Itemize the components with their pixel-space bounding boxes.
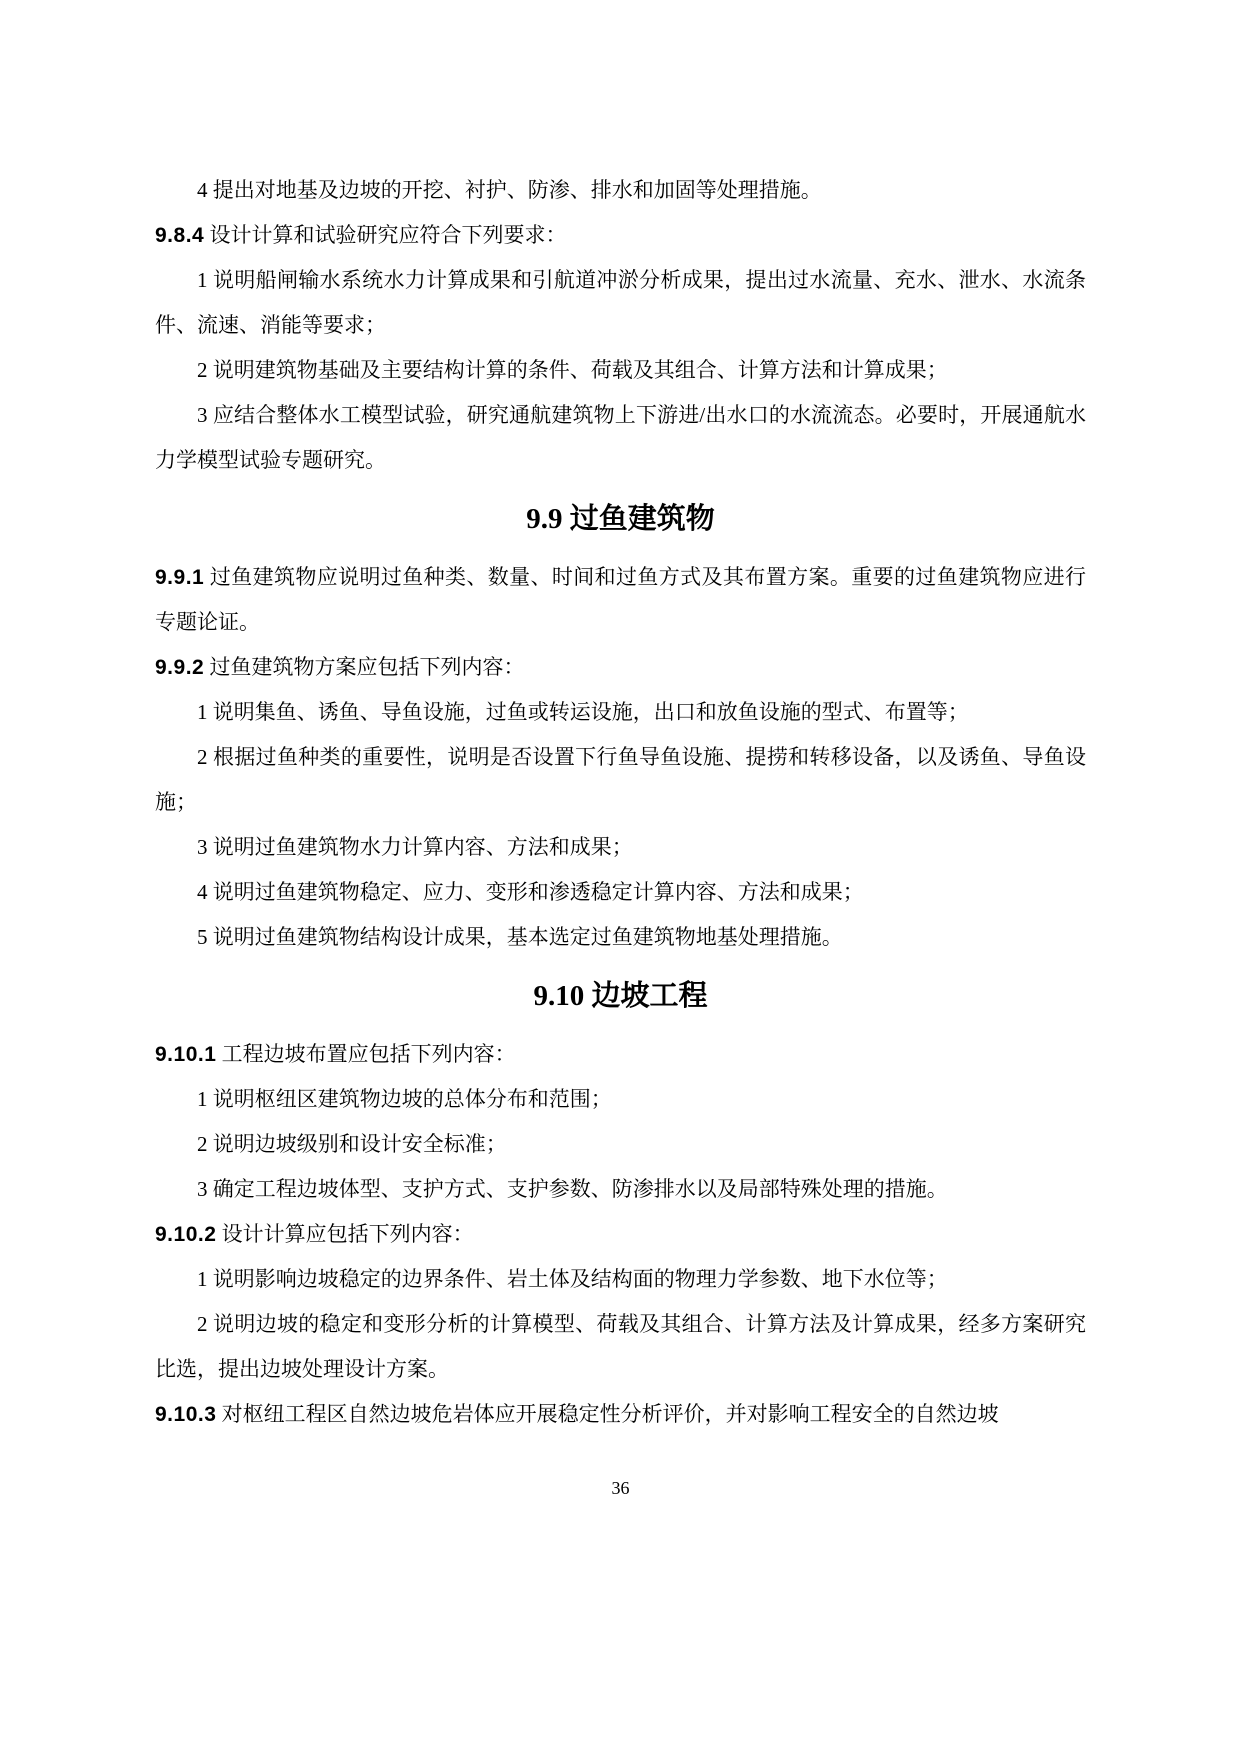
numbered-item: 1 说明集鱼、诱鱼、导鱼设施，过鱼或转运设施，出口和放鱼设施的型式、布置等； <box>197 700 969 724</box>
numbered-item: 3 确定工程边坡体型、支护方式、支护参数、防渗排水以及局部特殊处理的措施。 <box>197 1177 948 1201</box>
numbered-item: 3 说明过鱼建筑物水力计算内容、方法和成果； <box>197 835 633 859</box>
clause-paragraph: 9.9.2 过鱼建筑物方案应包括下列内容： <box>155 655 525 679</box>
section-heading: 9.10 边坡工程 <box>533 980 708 1012</box>
numbered-item: 2 说明边坡级别和设计安全标准； <box>197 1132 507 1156</box>
page-footer <box>0 1476 1241 1500</box>
numbered-item: 1 说明船闸输水系统水力计算成果和引航道冲淤分析成果，提出过水流量、充水、泄水、水流条件、流速、消能等要求； <box>155 268 1086 337</box>
document-content <box>155 168 1086 1437</box>
numbered-item: 2 根据过鱼种类的重要性，说明是否设置下行鱼导鱼设施、提捞和转移设备，以及诱鱼、导鱼设施； <box>155 745 1086 814</box>
clause-paragraph: 9.10.1 工程边坡布置应包括下列内容： <box>155 1042 516 1066</box>
clause-paragraph: 9.8.4 设计计算和试验研究应符合下列要求： <box>155 223 567 247</box>
numbered-item: 5 说明过鱼建筑物结构设计成果，基本选定过鱼建筑物地基处理措施。 <box>197 925 843 949</box>
numbered-item: 4 提出对地基及边坡的开挖、衬护、防渗、排水和加固等处理措施。 <box>197 178 822 202</box>
clause-number: 9.10.1 <box>155 1043 217 1066</box>
clause-paragraph: 9.10.2 设计计算应包括下列内容： <box>155 1222 474 1246</box>
numbered-item: 1 说明影响边坡稳定的边界条件、岩土体及结构面的物理力学参数、地下水位等； <box>197 1267 948 1291</box>
clause-number: 9.10.2 <box>155 1223 217 1246</box>
numbered-item: 3 应结合整体水工模型试验，研究通航建筑物上下游进/出水口的水流流态。必要时，开展通航水力学模型试验专题研究。 <box>155 403 1086 472</box>
clause-paragraph: 9.9.1 过鱼建筑物应说明过鱼种类、数量、时间和过鱼方式及其布置方案。重要的过鱼建筑物应进行专题论证。 <box>155 565 1086 634</box>
page-number: 36 <box>611 1478 630 1498</box>
clause-number: 9.9.2 <box>155 656 205 679</box>
clause-number: 9.10.3 <box>155 1403 217 1426</box>
numbered-item: 2 说明边坡的稳定和变形分析的计算模型、荷载及其组合、计算方法及计算成果，经多方案研究比选，提出边坡处理设计方案。 <box>155 1312 1086 1381</box>
clause-number: 9.8.4 <box>155 224 205 247</box>
section-heading: 9.9 过鱼建筑物 <box>526 503 715 535</box>
numbered-item: 1 说明枢纽区建筑物边坡的总体分布和范围； <box>197 1087 612 1111</box>
numbered-item: 4 说明过鱼建筑物稳定、应力、变形和渗透稳定计算内容、方法和成果； <box>197 880 864 904</box>
numbered-item: 2 说明建筑物基础及主要结构计算的条件、荷载及其组合、计算方法和计算成果； <box>197 358 948 382</box>
clause-number: 9.9.1 <box>155 566 205 589</box>
clause-paragraph: 9.10.3 对枢纽工程区自然边坡危岩体应开展稳定性分析评价，并对影响工程安全的自然边坡 <box>155 1402 999 1426</box>
